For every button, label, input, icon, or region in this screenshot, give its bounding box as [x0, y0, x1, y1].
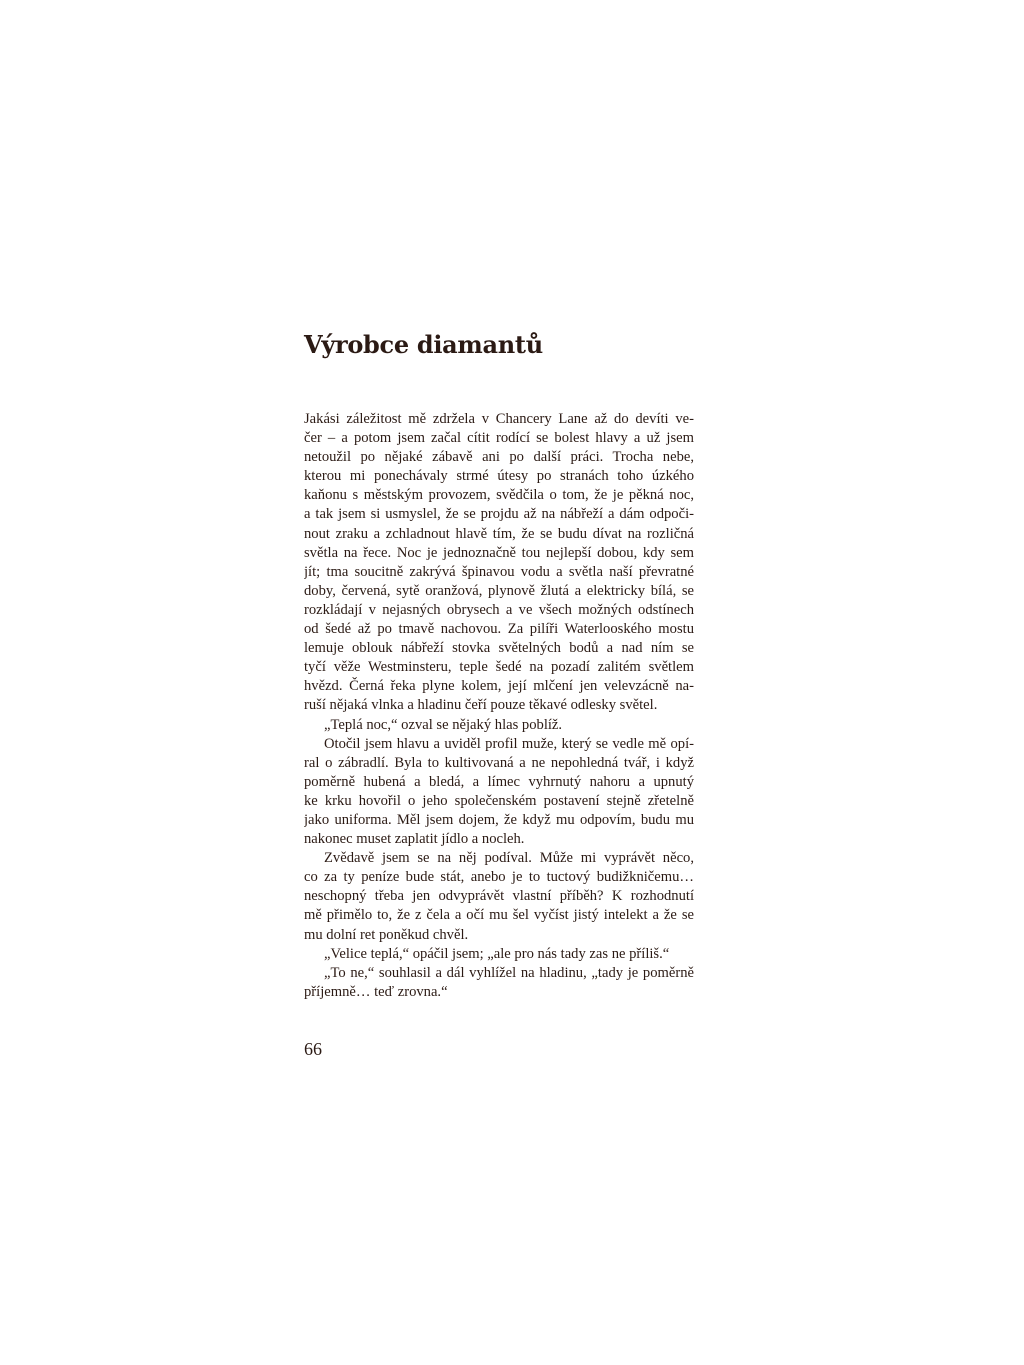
page-number: 66	[304, 1039, 322, 1059]
text-line: ruší nějaká vlnka a hladinu čeří pouze těkavé odlesky světel.	[304, 697, 658, 714]
text-line: „Velice teplá,“ opáčil jsem; „ale pro nás tady zas ne příliš.“	[324, 945, 670, 962]
text-line: tyčí věže Westminsteru, teple šedé na pozadí zalitém světlem	[304, 659, 694, 676]
text-line: příjemně… teď zrovna.“	[304, 983, 448, 1000]
text-line: čer – a potom jsem začal cítit rodící se bolest hlavy a už jsem	[304, 430, 694, 447]
text-line: co za ty peníze bude stát, anebo je to tuctový budižkničemu…	[304, 869, 694, 886]
text-line: nout zraku a zchladnout hlavě tím, že se budu dívat na rozličná	[304, 525, 694, 542]
text-line: a tak jsem si usmyslel, že se projdu až na nábřeží a dám odpoči-	[304, 506, 694, 523]
text-line: mě přimělo to, že z čela a očí mu šel vyčíst jistý intelekt a že se	[304, 907, 694, 924]
text-line: poměrně hubená a bledá, a límec vyhrnutý nahoru a upnutý	[304, 773, 694, 790]
text-line: nakonec muset zaplatit jídlo a nocleh.	[304, 831, 525, 848]
text-line: světla na řece. Noc je jednoznačně tou nejlepší dobou, kdy sem	[304, 544, 694, 561]
text-line: ke krku hovořil o jeho společenském postavení stejně zřetelně	[304, 792, 694, 809]
text-line: od šedé až po tmavě nachovou. Za pilíři Waterlooského mostu	[304, 621, 694, 638]
text-line: ral o zábradlí. Byla to kultivovaná a ne nepohledná tvář, i když	[304, 754, 694, 771]
chapter-body-text	[304, 410, 694, 1002]
text-line: neschopný třeba jen odvyprávět vlastní příběh? K rozhodnutí	[304, 888, 694, 905]
text-line: doby, červená, sytě oranžová, plynově žlutá a elektricky bílá, se	[304, 582, 694, 599]
text-line: jít; tma soucitně zakrývá špinavou vodu a světla naší převratné	[304, 563, 694, 580]
text-line: kaňonu s městským provozem, svědčila o tom, že je pěkná noc,	[304, 487, 694, 504]
text-line: netoužil po nějaké zábavě ani po další práci. Trocha nebe,	[304, 449, 694, 466]
paragraph	[304, 945, 694, 964]
text-line: rozkládají v nejasných obrysech a ve všech možných odstínech	[304, 601, 694, 618]
text-line: lemuje oblouk nábřeží stovka světelných bodů a nad ním se	[304, 640, 694, 657]
text-line: Jakási záležitost mě zdržela v Chancery Lane až do devíti ve-	[304, 411, 694, 427]
paragraph	[304, 964, 694, 1002]
text-line: kterou mi ponechávaly strmé útesy po stranách toho úzkého	[304, 468, 694, 485]
text-line: Zvědavě jsem se na něj podíval. Může mi vyprávět něco,	[324, 850, 694, 867]
paragraph	[304, 410, 694, 716]
text-line: „Teplá noc,“ ozval se nějaký hlas poblíž.	[324, 716, 563, 733]
text-line: jako uniforma. Měl jsem dojem, že když mu odpovím, budu mu	[304, 811, 694, 828]
text-line: hvězd. Černá řeka plyne kolem, její mlčení jen velevzácně na-	[304, 678, 694, 695]
paragraph	[304, 735, 694, 850]
text-line: mu dolní ret poněkud chvěl.	[304, 926, 469, 943]
chapter-title: Výrobce diamantů	[304, 330, 543, 359]
paragraph	[304, 849, 694, 944]
text-line: Otočil jsem hlavu a uviděl profil muže, který se vedle mě opí-	[324, 735, 694, 752]
paragraph	[304, 716, 694, 735]
text-line: „To ne,“ souhlasil a dál vyhlížel na hladinu, „tady je poměrně	[324, 964, 694, 981]
